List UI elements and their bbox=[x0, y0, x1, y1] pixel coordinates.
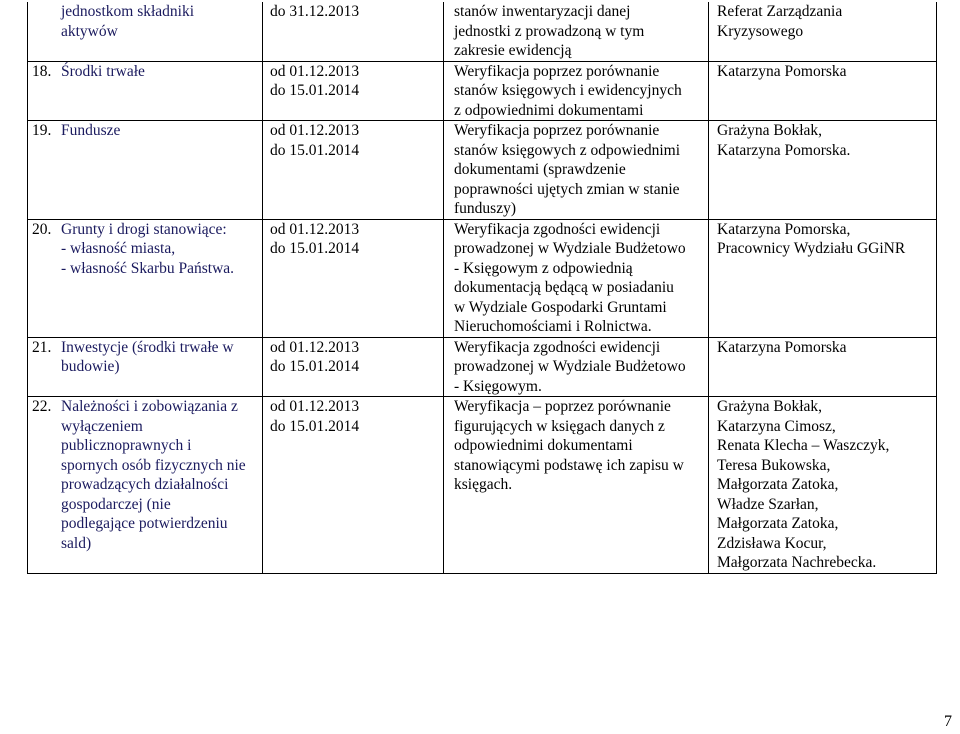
method-line: stanów księgowych z odpowiednimi bbox=[454, 141, 681, 159]
method-line: odpowiednimi dokumentami bbox=[454, 437, 633, 454]
item-title-line: Inwestycje (środki trwałe w bbox=[61, 338, 234, 356]
method-line: jednostki z prowadzoną w tym bbox=[454, 22, 645, 40]
date-cell bbox=[263, 219, 444, 337]
date-line: do 15.01.2014 bbox=[270, 141, 360, 159]
persons-cell bbox=[709, 397, 937, 574]
method-cell bbox=[444, 397, 709, 574]
persons-cell bbox=[709, 219, 937, 337]
date-cell bbox=[263, 397, 444, 574]
item-number: 18. bbox=[32, 62, 52, 80]
date-line: do 15.01.2014 bbox=[270, 358, 360, 375]
method-cell bbox=[444, 219, 709, 337]
person-line: Małgorzata Zatoka, bbox=[717, 515, 839, 532]
method-line: zakresie ewidencją bbox=[454, 42, 572, 59]
item-title-line: budowie) bbox=[61, 358, 120, 375]
person-line: Grażyna Bokłak, bbox=[717, 122, 823, 139]
method-cell bbox=[444, 121, 709, 220]
persons-cell bbox=[709, 337, 937, 397]
method-line: Nieruchomościami i Rolnictwa. bbox=[454, 318, 652, 335]
method-line: w Wydziale Gospodarki Gruntami bbox=[454, 298, 667, 316]
person-line: Katarzyna Pomorska. bbox=[717, 141, 851, 159]
item-title-line: Grunty i drogi stanowiące: bbox=[61, 220, 227, 238]
method-line: poprawności ujętych zmian w stanie bbox=[454, 180, 680, 198]
method-line: księgach. bbox=[454, 476, 513, 493]
table-row bbox=[28, 61, 937, 121]
method-line: dokumentami (sprawdzenie bbox=[454, 161, 626, 178]
item-title-line: sald) bbox=[61, 534, 92, 552]
date-line: od 01.12.2013 bbox=[270, 122, 360, 139]
item-title-line: wyłączeniem bbox=[61, 417, 143, 435]
item-title-line: - własność miasta, bbox=[61, 240, 176, 257]
item-title-line: Fundusze bbox=[61, 122, 121, 139]
item-cell bbox=[28, 337, 263, 397]
date-line: do 15.01.2014 bbox=[270, 82, 360, 99]
item-cell bbox=[28, 397, 263, 574]
method-cell bbox=[444, 2, 709, 61]
method-line: z odpowiednimi dokumentami bbox=[454, 101, 644, 119]
page-number: 7 bbox=[944, 713, 952, 730]
person-line: Kryzysowego bbox=[717, 22, 804, 40]
item-number: 21. bbox=[32, 338, 52, 356]
table-row bbox=[28, 337, 937, 397]
method-line: stanów księgowych i ewidencyjnych bbox=[454, 82, 682, 99]
date-line: do 15.01.2014 bbox=[270, 417, 360, 435]
table-row bbox=[28, 219, 937, 337]
date-line: do 15.01.2014 bbox=[270, 240, 360, 257]
item-number: 19. bbox=[32, 122, 52, 139]
table-row bbox=[28, 397, 937, 574]
method-line: prowadzonej w Wydziale Budżetowo bbox=[454, 240, 686, 257]
date-line: od 01.12.2013 bbox=[270, 338, 360, 356]
person-line: Władze Szarłan, bbox=[717, 495, 819, 513]
method-line: stanowiącymi podstawę ich zapisu w bbox=[454, 456, 684, 474]
date-cell bbox=[263, 337, 444, 397]
person-line: Katarzyna Cimosz, bbox=[717, 417, 836, 435]
date-line: do 31.12.2013 bbox=[270, 3, 360, 20]
item-title-line: publicznoprawnych i bbox=[61, 437, 192, 454]
persons-cell bbox=[709, 2, 937, 61]
date-cell bbox=[263, 121, 444, 220]
method-cell bbox=[444, 337, 709, 397]
method-line: funduszy) bbox=[454, 200, 516, 217]
item-title-line: jednostkom składniki bbox=[61, 3, 195, 20]
person-line: Małgorzata Zatoka, bbox=[717, 476, 839, 493]
person-line: Katarzyna Pomorska, bbox=[717, 220, 851, 238]
person-line: Teresa Bukowska, bbox=[717, 456, 831, 474]
item-title-line: spornych osób fizycznych nie bbox=[61, 456, 246, 474]
date-cell bbox=[263, 2, 444, 61]
date-line: od 01.12.2013 bbox=[270, 62, 360, 80]
item-cell bbox=[28, 61, 263, 121]
person-line: Renata Klecha – Waszczyk, bbox=[717, 437, 890, 454]
person-line: Pracownicy Wydziału GGiNR bbox=[717, 240, 906, 257]
method-line: Weryfikacja poprzez porównanie bbox=[454, 62, 660, 80]
item-number: 20. bbox=[32, 220, 52, 238]
method-line: dokumentacją będącą w posiadaniu bbox=[454, 279, 674, 296]
method-line: prowadzonej w Wydziale Budżetowo bbox=[454, 358, 686, 375]
date-line: od 01.12.2013 bbox=[270, 398, 360, 415]
item-title-line: aktywów bbox=[61, 22, 118, 40]
item-title-line: prowadzących działalności bbox=[61, 476, 229, 493]
person-line: Referat Zarządzania bbox=[717, 3, 843, 20]
date-line: od 01.12.2013 bbox=[270, 220, 360, 238]
method-line: - Księgowym z odpowiednią bbox=[454, 259, 633, 277]
item-cell bbox=[28, 121, 263, 220]
method-line: figurujących w księgach danych z bbox=[454, 417, 665, 435]
person-line: Katarzyna Pomorska bbox=[717, 62, 847, 80]
persons-cell bbox=[709, 61, 937, 121]
person-line: Katarzyna Pomorska bbox=[717, 338, 847, 356]
item-cell bbox=[28, 2, 263, 61]
persons-cell bbox=[709, 121, 937, 220]
method-line: Weryfikacja zgodności ewidencji bbox=[454, 338, 661, 356]
date-cell bbox=[263, 61, 444, 121]
method-line: Weryfikacja zgodności ewidencji bbox=[454, 220, 661, 238]
method-line: - Księgowym. bbox=[454, 377, 542, 395]
method-line: Weryfikacja – poprzez porównanie bbox=[454, 398, 671, 415]
person-line: Zdzisława Kocur, bbox=[717, 534, 827, 552]
person-line: Małgorzata Nachrebecka. bbox=[717, 554, 877, 571]
table-row bbox=[28, 121, 937, 220]
method-cell bbox=[444, 61, 709, 121]
table-row bbox=[28, 2, 937, 61]
item-title-line: podlegające potwierdzeniu bbox=[61, 515, 228, 532]
table-body bbox=[28, 2, 937, 573]
item-title-line: - własność Skarbu Państwa. bbox=[61, 259, 235, 277]
item-number: 22. bbox=[32, 398, 52, 415]
inventory-schedule-table bbox=[27, 2, 937, 574]
item-title-line: gospodarczej (nie bbox=[61, 495, 171, 513]
item-cell bbox=[28, 219, 263, 337]
method-line: Weryfikacja poprzez porównanie bbox=[454, 122, 660, 139]
method-line: stanów inwentaryzacji danej bbox=[454, 3, 631, 20]
item-title-line: Należności i zobowiązania z bbox=[61, 398, 238, 415]
person-line: Grażyna Bokłak, bbox=[717, 398, 823, 415]
item-title-line: Środki trwałe bbox=[61, 62, 145, 80]
